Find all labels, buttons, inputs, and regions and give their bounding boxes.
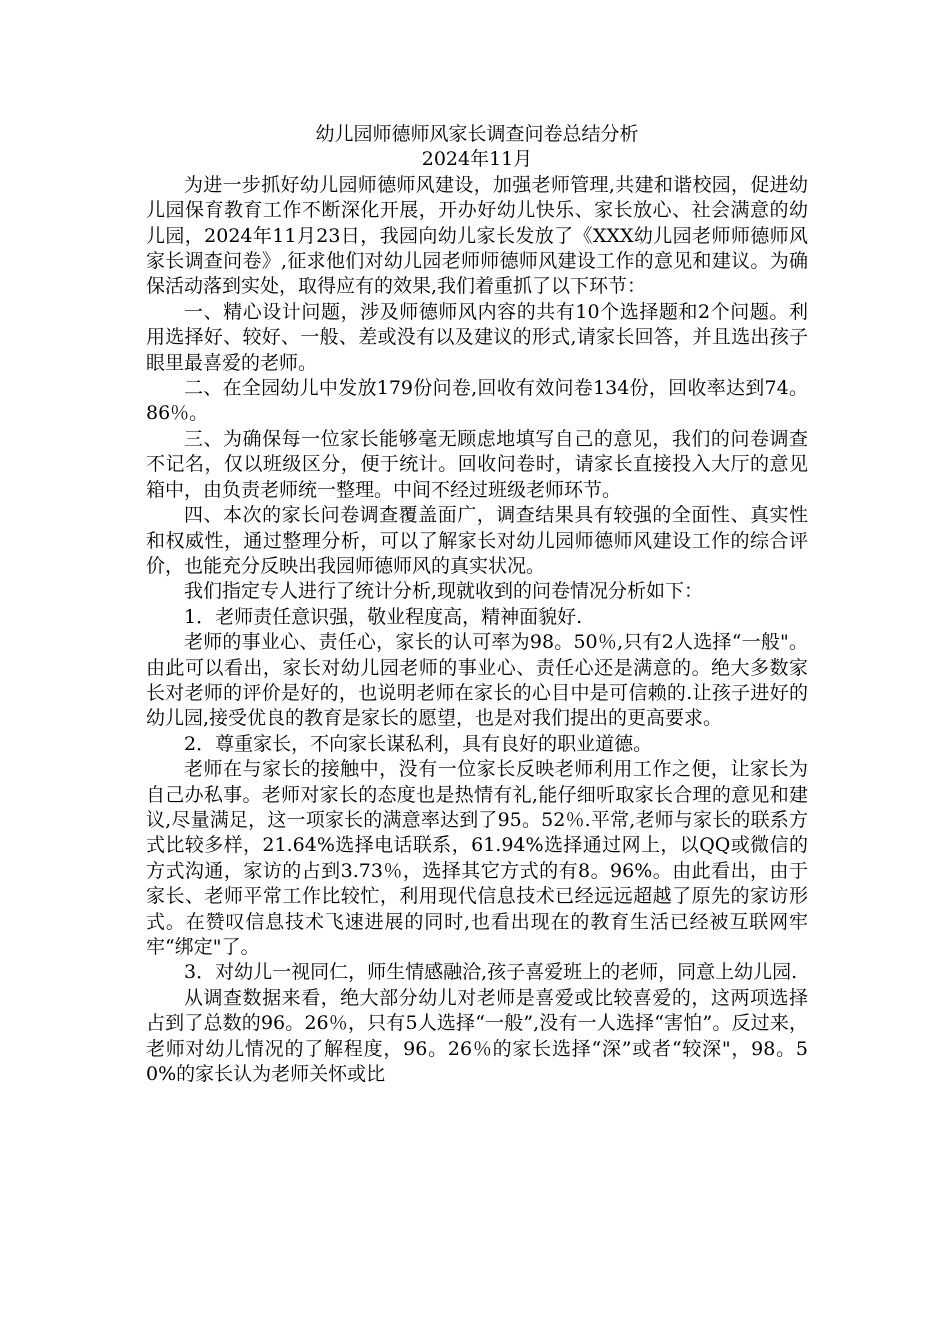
section-heading-2: 2．尊重家长，不向家长谋私利，具有良好的职业道德。 bbox=[184, 732, 653, 755]
paragraph-step-2: 二、在全园幼儿中发放179份问卷,回收有效问卷134份，回收率达到74。86％。 bbox=[146, 377, 808, 425]
paragraph-analysis-intro: 我们指定专人进行了统计分析,现就收到的问卷情况分析如下： bbox=[184, 580, 704, 603]
document-title: 幼儿园师德师风家长调查问卷总结分析 bbox=[315, 123, 639, 145]
section-heading-3: 3．对幼儿一视同仁，师生情感融洽,孩子喜爱班上的老师，同意上幼儿园. bbox=[184, 961, 798, 984]
section-heading-1: 1．老师责任意识强，敬业程度高，精神面貌好. bbox=[184, 605, 583, 628]
paragraph-step-3: 三、为确保每一位家长能够毫无顾虑地填写自己的意见，我们的问卷调查不记名，仅以班级区分，便于统计。回收问卷时，请家长直接投入大厅的意见箱中，由负责老师统一整理。中间不经过班级老师环节。 bbox=[146, 427, 808, 501]
paragraph-intro: 为进一步抓好幼儿园师德师风建设，加强老师管理,共建和谐校园，促进幼儿园保育教育工作不断深化开展，开办好幼儿快乐、家长放心、社会满意的幼儿园，2024年11月23日，我园向幼儿家长发放了《XXX幼儿园老师师德师风家长调查问卷》,征求他们对幼儿园老师师德师风建设工作的意见和建议。为确保活动落到实处，取得应有的效果,我们着重抓了以下环节： bbox=[146, 173, 808, 298]
document-page bbox=[146, 120, 808, 1087]
paragraph-step-1: 一、精心设计问题，涉及师德师风内容的共有10个选择题和2个问题。利用选择好、较好、一般、差或没有以及建议的形式,请家长回答，并且选出孩子眼里最喜爱的老师。 bbox=[146, 300, 808, 374]
paragraph-step-4: 四、本次的家长问卷调查覆盖面广，调查结果具有较强的全面性、真实性和权威性，通过整理分析，可以了解家长对幼儿园师德师风建设工作的综合评价，也能充分反映出我园师德师风的真实状况。 bbox=[146, 504, 808, 577]
document-date: 2024年11月 bbox=[421, 148, 533, 171]
paragraph-section-2: 老师在与家长的接触中，没有一位家长反映老师利用工作之便，让家长为自己办私事。老师对家长的态度也是热情有礼,能仔细听取家长合理的意见和建议,尽量满足，这一项家长的满意率达到了95。52％.平常,老师与家长的联系方式比较多样，21.64%选择电话联系，61.94%选择通过网上，以QQ或微信的方式沟通，家访的占到3.73％，选择其它方式的有8。96%。由此看出，由于家长、老师平常工作比较忙，利用现代信息技术已经远远超越了原先的家访形式。在赞叹信息技术飞速进展的同时,也看出现在的教育生活已经被互联网牢牢“绑定"了。 bbox=[146, 758, 808, 958]
paragraph-section-3: 从调查数据来看，绝大部分幼儿对老师是喜爱或比较喜爱的，这两项选择占到了总数的96。26％，只有5人选择“一般”,没有一人选择“害怕”。反过来，老师对幼儿情况的了解程度，96。26％的家长选择“深”或者“较深"，98。50%的家长认为老师关怀或比 bbox=[146, 986, 808, 1086]
paragraph-section-1: 老师的事业心、责任心，家长的认可率为98。50％,只有2人选择“一般"。由此可以看出，家长对幼儿园老师的事业心、责任心还是满意的。绝大多数家长对老师的评价是好的，也说明老师在家长的心目中是可信赖的.让孩子进好的幼儿园,接受优良的教育是家长的愿望，也是对我们提出的更高要求。 bbox=[146, 631, 808, 730]
